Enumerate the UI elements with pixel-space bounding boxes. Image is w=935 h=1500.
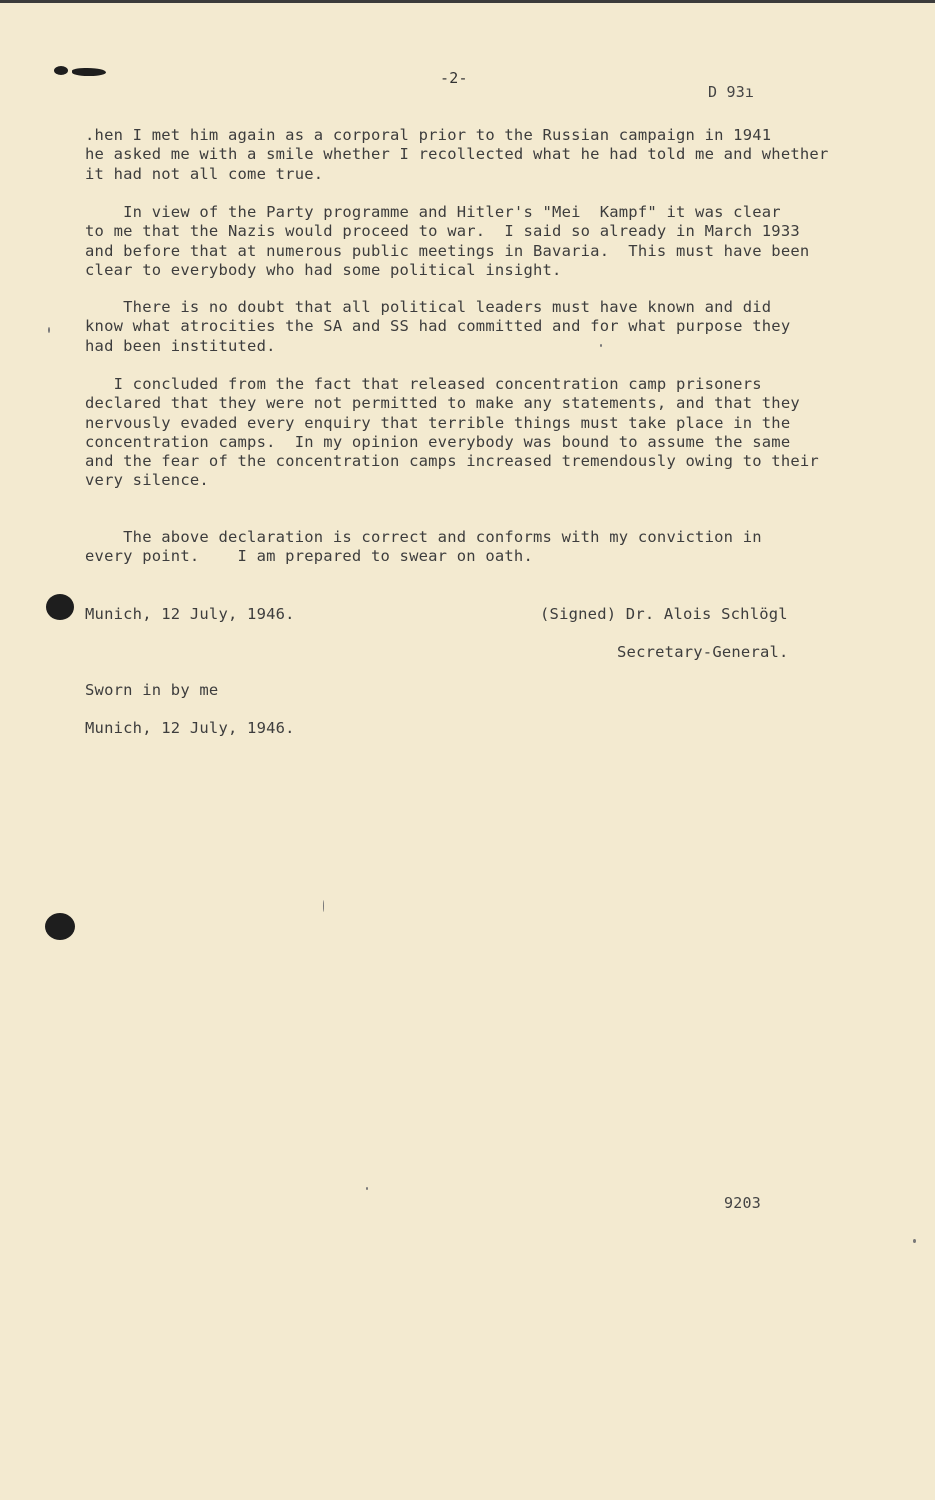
- page-number: -2-: [440, 69, 468, 87]
- paper-speck: [913, 1239, 916, 1243]
- sworn-date: Munich, 12 July, 1946.: [85, 719, 295, 737]
- archive-number: 9203: [724, 1194, 761, 1212]
- signature-title: Secretary-General.: [617, 643, 789, 661]
- punch-hole-mark: [72, 68, 106, 76]
- body-paragraph: In view of the Party programme and Hitler's "Mei Kampf" it was clear to me that the Nazis would proceed to war. I said so already in March 1933 and before that at numerous public meetings in Bavaria. This must have been clear to everybody who had some political insight.: [85, 203, 810, 279]
- signature-name: (Signed) Dr. Alois Schlögl: [540, 605, 788, 623]
- punch-hole: [46, 594, 74, 620]
- paper-speck: [323, 900, 324, 912]
- body-paragraph: There is no doubt that all political leaders must have known and did know what atrocities the SA and SS had committed and for what purpose they had been instituted.: [85, 298, 791, 355]
- punch-hole: [45, 913, 75, 940]
- body-paragraph: .hen I met him again as a corporal prior to the Russian campaign in 1941 he asked me with a smile whether I recollected what he had told me and whether it had not all come true.: [85, 126, 829, 183]
- paper-speck: [366, 1187, 368, 1190]
- paper-speck: [48, 327, 50, 333]
- signature-place-date: Munich, 12 July, 1946.: [85, 605, 295, 623]
- punch-hole-mark: [54, 66, 68, 75]
- document-reference: D 93ı: [708, 83, 755, 101]
- body-paragraph: I concluded from the fact that released concentration camp prisoners declared that they were not permitted to make any statements, and that they nervously evaded every enquiry that terrible things must take place in the concentration camps. In my opinion everybody was bound to assume the same and the fear of the concentration camps increased tremendously owing to their very silence.: [85, 375, 819, 490]
- declaration-paragraph: The above declaration is correct and conforms with my conviction in every point. I am prepared to swear on oath.: [85, 528, 762, 566]
- sworn-statement: Sworn in by me: [85, 681, 219, 699]
